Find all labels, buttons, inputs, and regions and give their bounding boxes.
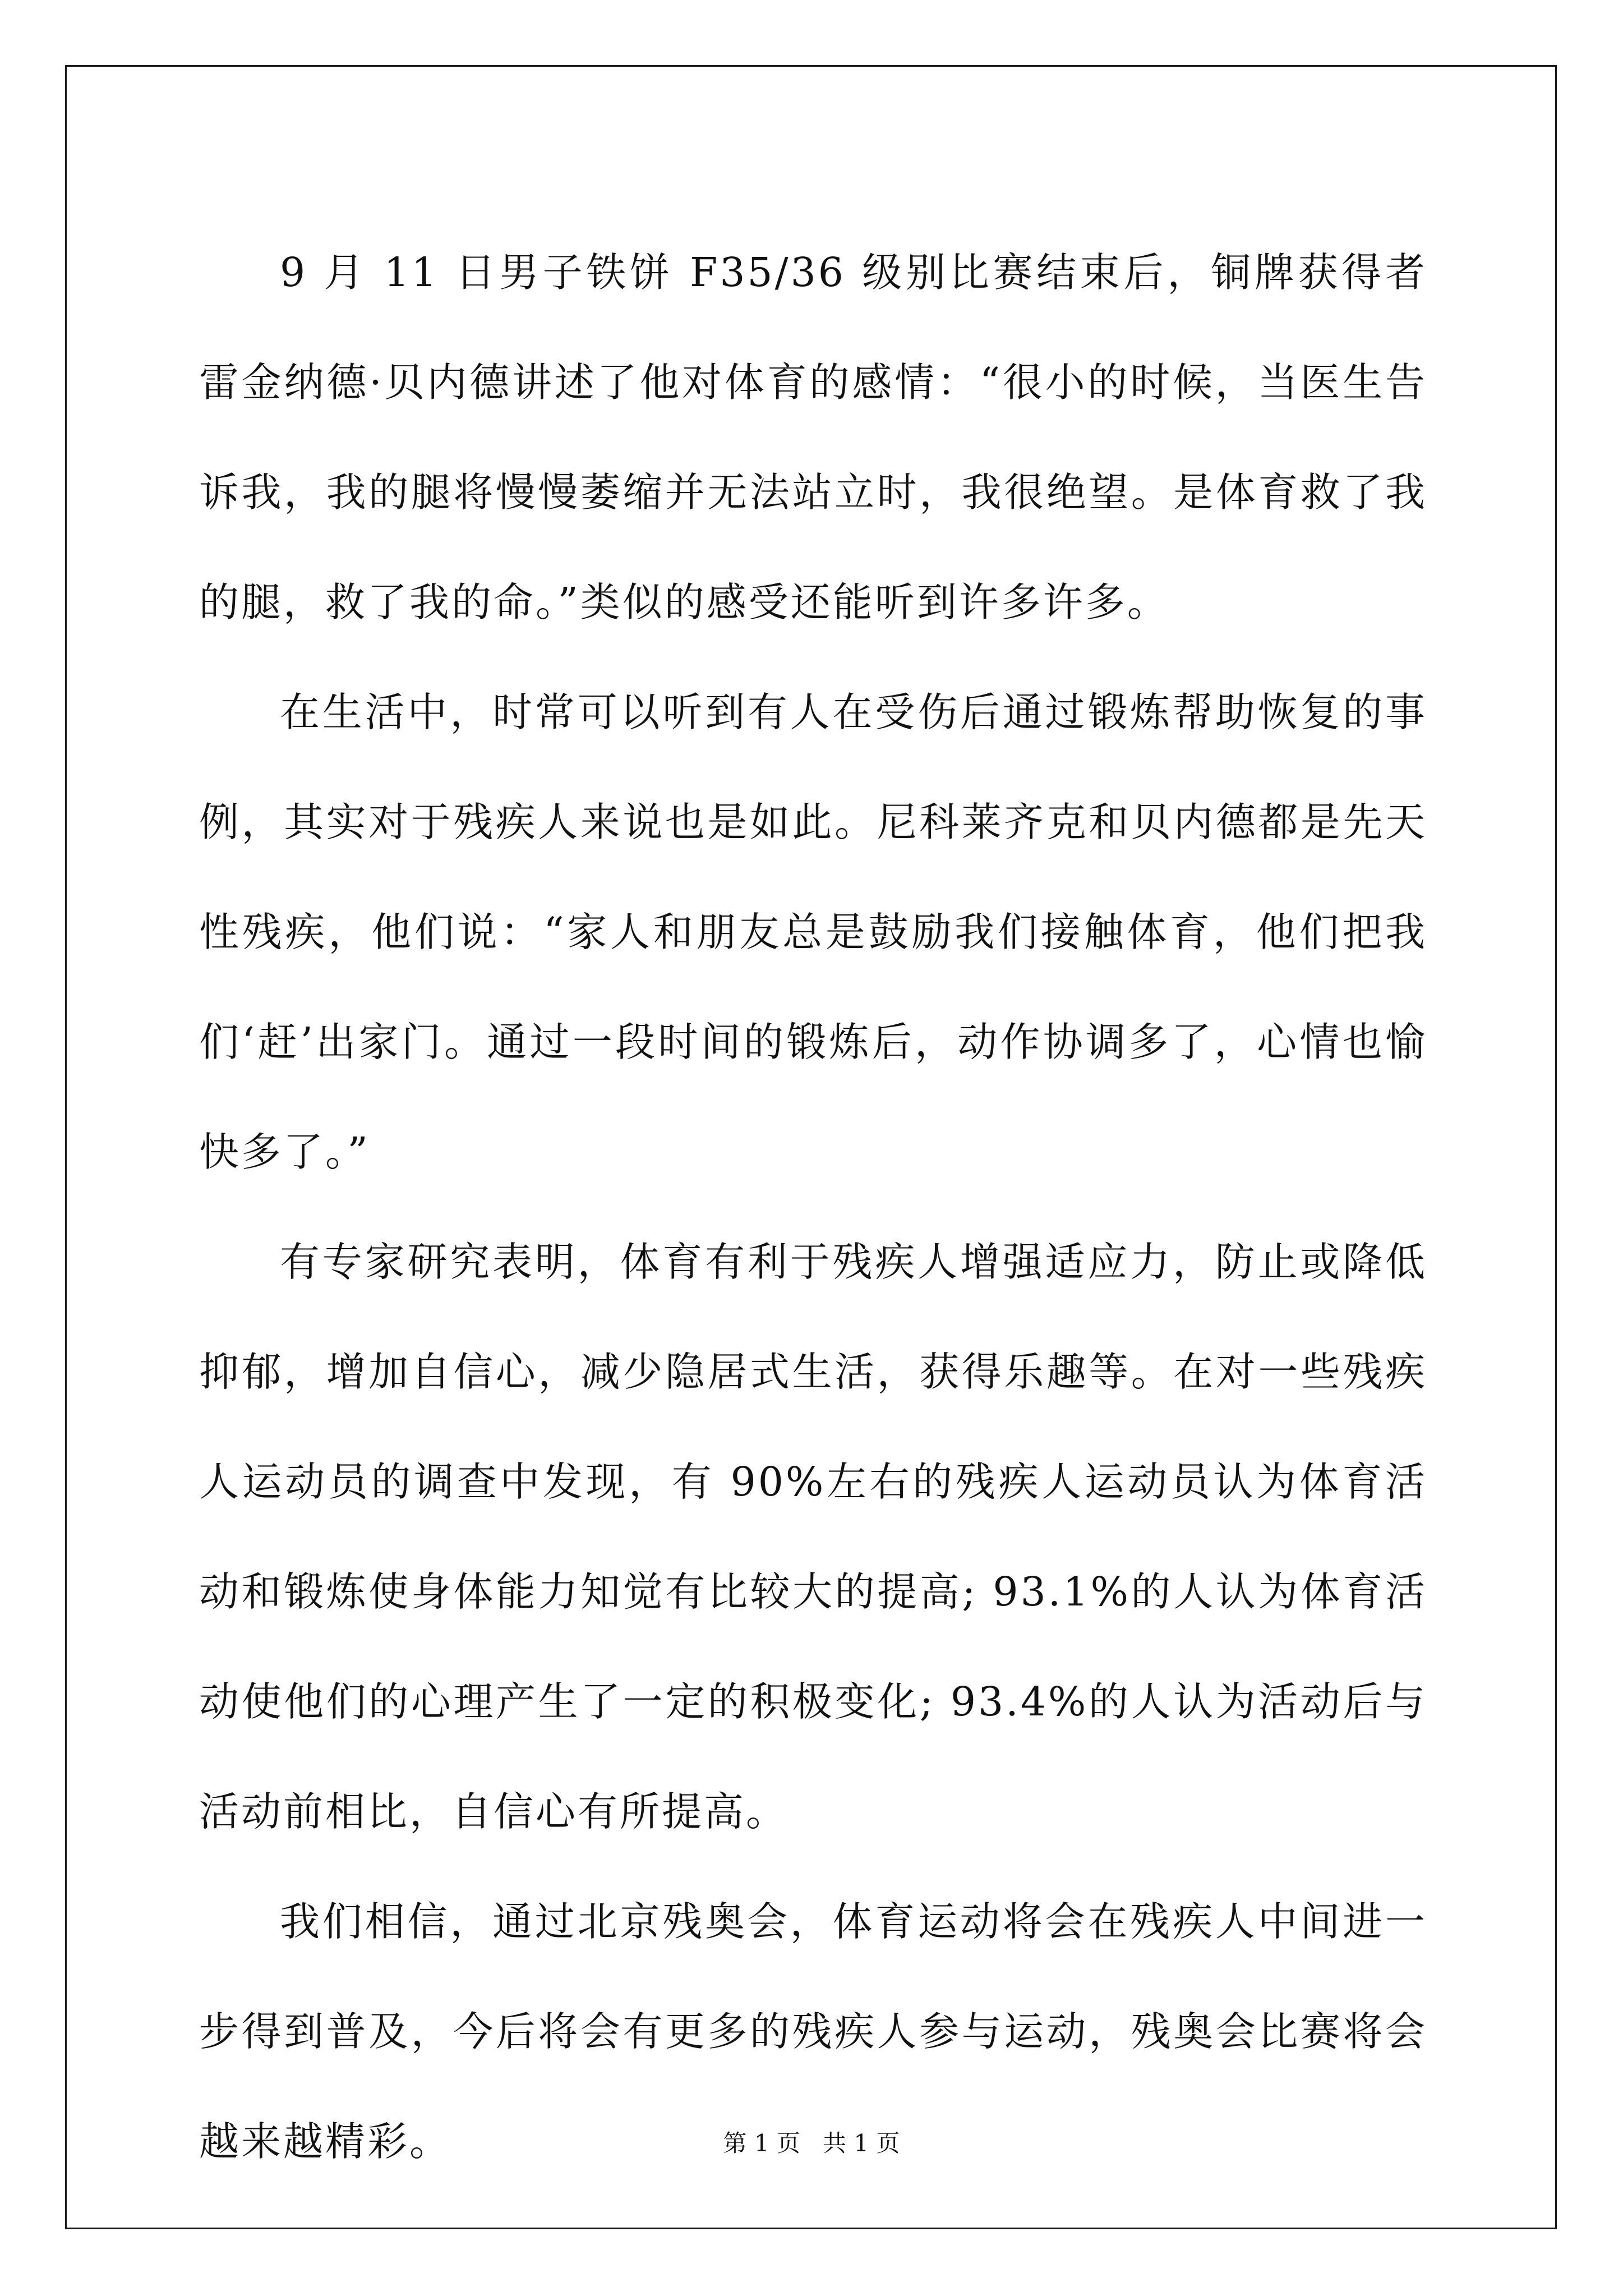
- paragraph-3: 有专家研究表明，体育有利于残疾人增强适应力，防止或降低抑郁，增加自信心，减少隐居式生活，获得乐趣等。在对一些残疾人运动员的调查中发现，有 90%左右的残疾人运动员认为体育活动和锻炼使身体能力知觉有比较大的提高; 93.1%的人认为体育活动使他们的心理产生了一定的积极变化; 93.4%的人认为活动后与活动前相比，自信心有所提高。: [199, 1239, 1427, 1835]
- page-footer: 第 1 页 共 1 页: [723, 2129, 900, 2157]
- paragraph-4: 我们相信，通过北京残奥会，体育运动将会在残疾人中间进一步得到普及，今后将会有更多的残疾人参与运动，残奥会比赛将会越来越精彩。: [199, 1898, 1427, 2165]
- paragraph-1: 9 月 11 日男子铁饼 F35/36 级别比赛结束后，铜牌获得者雷金纳德·贝内德讲述了他对体育的感情：“很小的时候，当医生告诉我，我的腿将慢慢萎缩并无法站立时，我很绝望。是体育救了我的腿，救了我的命。”类似的感受还能听到许多许多。: [199, 249, 1427, 625]
- paragraph-2: 在生活中，时常可以听到有人在受伤后通过锻炼帮助恢复的事例，其实对于残疾人来说也是如此。尼科莱齐克和贝内德都是先天性残疾，他们说：“家人和朋友总是鼓励我们接触体育，他们把我们‘赶’出家门。通过一段时间的锻炼后，动作协调多了，心情也愉快多了。”: [199, 689, 1427, 1175]
- document-body: [199, 218, 1427, 2197]
